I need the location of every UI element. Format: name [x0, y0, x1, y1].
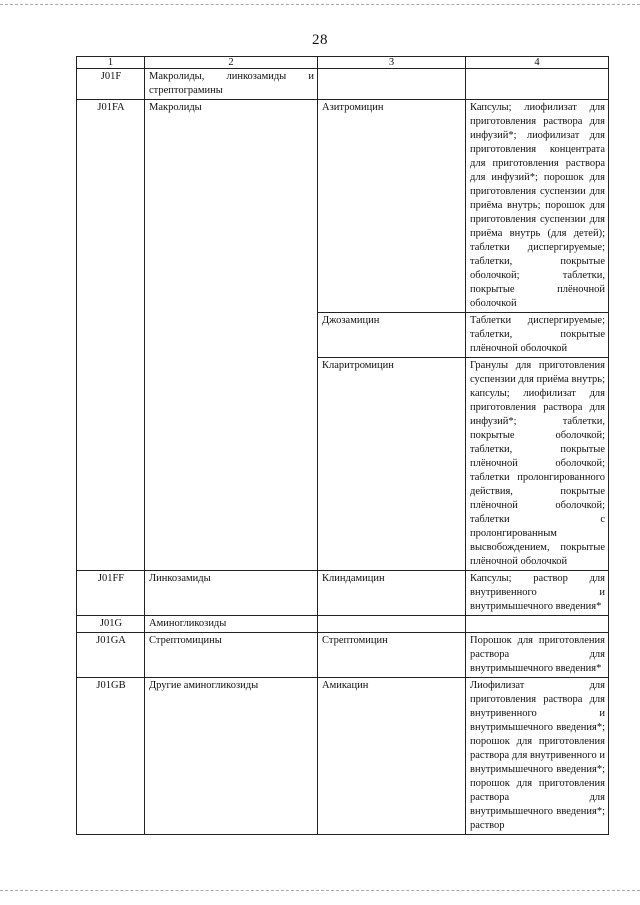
group-name: Макролиды, линкозамиды и стрептограмины	[145, 69, 318, 100]
dosage-forms: Гранулы для приготовления суспензии для приёма внутрь; капсулы; лиофилизат для приготовления раствора для инфузий*; таблетки, покрытые оболочкой; таблетки, покрытые плёночной оболочкой; таблетки пролонгированного действия, покрытые плёночной оболочкой; таблетки с пролонгированным высвобождением, покрытые плёночной оболочкой	[466, 358, 609, 571]
table-row	[77, 633, 609, 678]
page-number: 28	[312, 32, 328, 48]
dosage-forms	[466, 616, 609, 633]
drug-name: Кларитромицин	[318, 358, 466, 571]
table-header-row	[77, 57, 609, 69]
dosage-forms: Лиофилизат для приготовления раствора для внутривенного и внутримышечного введения*; порошок для приготовления раствора для внутривенного и внутримышечного введения*; порошок для приготовления раствора для внутримышечного введения*; раствор	[466, 678, 609, 835]
drug-name: Амикацин	[318, 678, 466, 835]
column-header-1: 1	[77, 57, 145, 69]
group-name: Стрептомицины	[145, 633, 318, 678]
table-row	[77, 100, 609, 313]
drug-name: Стрептомицин	[318, 633, 466, 678]
column-header-3: 3	[318, 57, 466, 69]
drug-name: Клиндамицин	[318, 571, 466, 616]
atc-code: J01G	[77, 616, 145, 633]
scan-edge-bottom	[0, 890, 640, 891]
atc-code: J01GB	[77, 678, 145, 835]
column-header-4: 4	[466, 57, 609, 69]
group-name: Линкозамиды	[145, 571, 318, 616]
group-name: Другие аминогликозиды	[145, 678, 318, 835]
column-header-2: 2	[145, 57, 318, 69]
drug-table	[76, 56, 609, 835]
scan-edge-top	[0, 4, 640, 5]
drug-name: Джозамицин	[318, 313, 466, 358]
table-row	[77, 571, 609, 616]
group-name: Аминогликозиды	[145, 616, 318, 633]
drug-name: Азитромицин	[318, 100, 466, 313]
atc-code: J01F	[77, 69, 145, 100]
dosage-forms: Порошок для приготовления раствора для внутримышечного введения*	[466, 633, 609, 678]
group-name: Макролиды	[145, 100, 318, 571]
drug-name	[318, 69, 466, 100]
dosage-forms: Капсулы; лиофилизат для приготовления раствора для инфузий*; лиофилизат для приготовления концентрата для приготовления раствора для инфузий*; порошок для приготовления суспензии для приёма внутрь; порошок для приготовления суспензии для приёма внутрь (для детей); таблетки диспергируемые; таблетки, покрытые оболочкой; таблетки, покрытые плёночной оболочкой	[466, 100, 609, 313]
dosage-forms: Таблетки диспергируемые; таблетки, покрытые плёночной оболочкой	[466, 313, 609, 358]
drug-name	[318, 616, 466, 633]
atc-code: J01FA	[77, 100, 145, 571]
table-row	[77, 69, 609, 100]
dosage-forms	[466, 69, 609, 100]
dosage-forms: Капсулы; раствор для внутривенного и внутримышечного введения*	[466, 571, 609, 616]
atc-code: J01FF	[77, 571, 145, 616]
atc-code: J01GA	[77, 633, 145, 678]
table-row	[77, 678, 609, 835]
table-row	[77, 616, 609, 633]
